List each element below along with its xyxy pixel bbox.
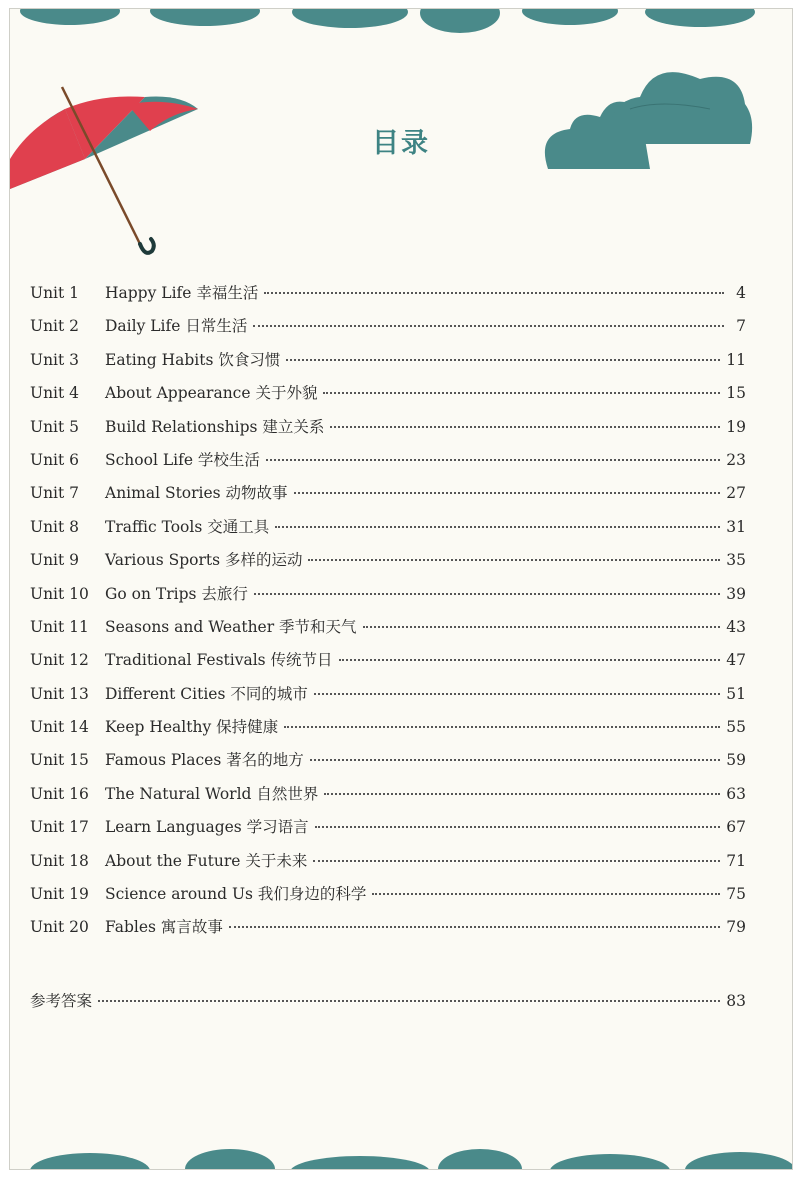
dot-leader	[284, 726, 720, 728]
dot-leader	[286, 359, 720, 361]
toc-label: Traffic Tools 交通工具	[105, 517, 270, 536]
toc-label: Various Sports 多样的运动	[105, 551, 303, 570]
toc-row[interactable]	[30, 915, 746, 948]
book-page	[9, 8, 793, 1170]
toc-row[interactable]	[30, 448, 746, 481]
toc-unit: Unit 16	[30, 784, 89, 803]
dot-leader	[324, 793, 720, 795]
toc-label: Different Cities 不同的城市	[105, 684, 308, 703]
toc-row[interactable]	[30, 682, 746, 715]
toc-page: 55	[726, 718, 746, 737]
top-cloud-band	[20, 9, 755, 33]
dot-leader	[275, 526, 720, 528]
toc-row[interactable]	[30, 648, 746, 681]
table-of-contents	[30, 281, 746, 949]
dot-leader	[330, 426, 720, 428]
toc-page: 39	[726, 584, 746, 603]
toc-unit: Unit 4	[30, 384, 80, 403]
toc-page: 27	[726, 484, 746, 503]
umbrella-icon	[10, 87, 198, 253]
dot-leader	[313, 860, 720, 862]
dot-leader	[264, 292, 724, 294]
toc-page: 4	[736, 284, 746, 302]
toc-label: Happy Life 幸福生活	[105, 284, 259, 302]
toc-unit: Unit 15	[30, 751, 89, 770]
toc-row[interactable]	[30, 782, 746, 815]
toc-unit: Unit 1	[30, 284, 80, 302]
toc-unit: Unit 8	[30, 517, 80, 536]
toc-label: Traditional Festivals 传统节日	[105, 651, 333, 670]
toc-unit: Unit 17	[30, 818, 89, 837]
toc-unit: Unit 14	[30, 718, 89, 737]
toc-page: 51	[726, 684, 746, 703]
toc-page: 75	[726, 885, 746, 904]
toc-row[interactable]	[30, 815, 746, 848]
toc-unit: Unit 6	[30, 450, 80, 469]
dot-leader	[310, 759, 721, 761]
toc-unit: Unit 9	[30, 551, 80, 570]
toc-label: Fables 寓言故事	[105, 918, 223, 937]
toc-label: About Appearance 关于外貌	[105, 384, 318, 403]
toc-row[interactable]	[30, 381, 746, 414]
toc-page: 63	[726, 784, 746, 803]
dot-leader	[363, 626, 721, 628]
toc-unit: Unit 20	[30, 918, 89, 937]
toc-unit: Unit 10	[30, 584, 89, 603]
dot-leader	[266, 459, 720, 461]
toc-row[interactable]	[30, 281, 746, 314]
toc-unit: Unit 18	[30, 851, 89, 870]
toc-label: Eating Habits 饮食习惯	[105, 350, 281, 369]
toc-page: 59	[726, 751, 746, 770]
dot-leader	[229, 926, 720, 928]
page-title: 目录	[372, 128, 430, 159]
toc-unit: Unit 3	[30, 350, 80, 369]
toc-row[interactable]	[30, 548, 746, 581]
toc-page: 19	[726, 417, 746, 436]
toc-label: Go on Trips 去旅行	[105, 584, 248, 603]
toc-unit: Unit 7	[30, 484, 80, 503]
toc-row[interactable]	[30, 481, 746, 514]
toc-row[interactable]	[30, 515, 746, 548]
toc-unit: Unit 13	[30, 684, 89, 703]
bottom-cloud-band	[30, 1149, 792, 1169]
toc-row[interactable]	[30, 882, 746, 915]
toc-unit: Unit 11	[30, 617, 89, 636]
toc-label: Science around Us 我们身边的科学	[105, 885, 367, 904]
toc-page: 67	[726, 818, 746, 837]
toc-page: 31	[726, 517, 746, 536]
dot-leader	[308, 559, 720, 561]
dot-leader	[315, 826, 721, 828]
toc-label: Famous Places 著名的地方	[105, 751, 304, 770]
toc-row[interactable]	[30, 348, 746, 381]
toc-row-answers[interactable]	[30, 989, 746, 1011]
toc-label: Seasons and Weather 季节和天气	[105, 617, 357, 636]
toc-label: Daily Life 日常生活	[105, 317, 248, 336]
toc-page: 79	[726, 918, 746, 937]
toc-unit: Unit 12	[30, 651, 89, 670]
dot-leader	[314, 693, 720, 695]
toc-label: Build Relationships 建立关系	[105, 417, 325, 436]
toc-page: 43	[726, 617, 746, 636]
dot-leader	[294, 492, 721, 494]
toc-row[interactable]	[30, 615, 746, 648]
toc-row[interactable]	[30, 849, 746, 882]
toc-row[interactable]	[30, 415, 746, 448]
toc-page: 23	[726, 450, 746, 469]
toc-row[interactable]	[30, 715, 746, 748]
dot-leader	[323, 392, 720, 394]
toc-page: 15	[726, 384, 746, 403]
toc-label: Learn Languages 学习语言	[105, 818, 309, 837]
toc-label: Animal Stories 动物故事	[105, 484, 288, 503]
toc-unit: Unit 2	[30, 317, 80, 336]
toc-row[interactable]	[30, 314, 746, 347]
dot-leader	[98, 1000, 720, 1002]
toc-page: 7	[736, 317, 746, 336]
dot-leader	[253, 325, 724, 327]
toc-unit: Unit 5	[30, 417, 80, 436]
toc-row[interactable]	[30, 582, 746, 615]
toc-unit: Unit 19	[30, 885, 89, 904]
toc-page: 35	[726, 551, 746, 570]
toc-label: About the Future 关于未来	[105, 851, 308, 870]
toc-label: School Life 学校生活	[105, 450, 260, 469]
dot-leader	[339, 659, 721, 661]
toc-page: 71	[726, 851, 746, 870]
toc-label: Keep Healthy 保持健康	[105, 718, 279, 737]
answers-page: 83	[726, 992, 746, 1010]
toc-row[interactable]	[30, 748, 746, 781]
toc-label: The Natural World 自然世界	[105, 784, 319, 803]
dot-leader	[372, 893, 720, 895]
toc-page: 11	[726, 350, 746, 369]
answers-label: 参考答案	[30, 992, 93, 1010]
dot-leader	[254, 593, 720, 595]
toc-page: 47	[726, 651, 746, 670]
